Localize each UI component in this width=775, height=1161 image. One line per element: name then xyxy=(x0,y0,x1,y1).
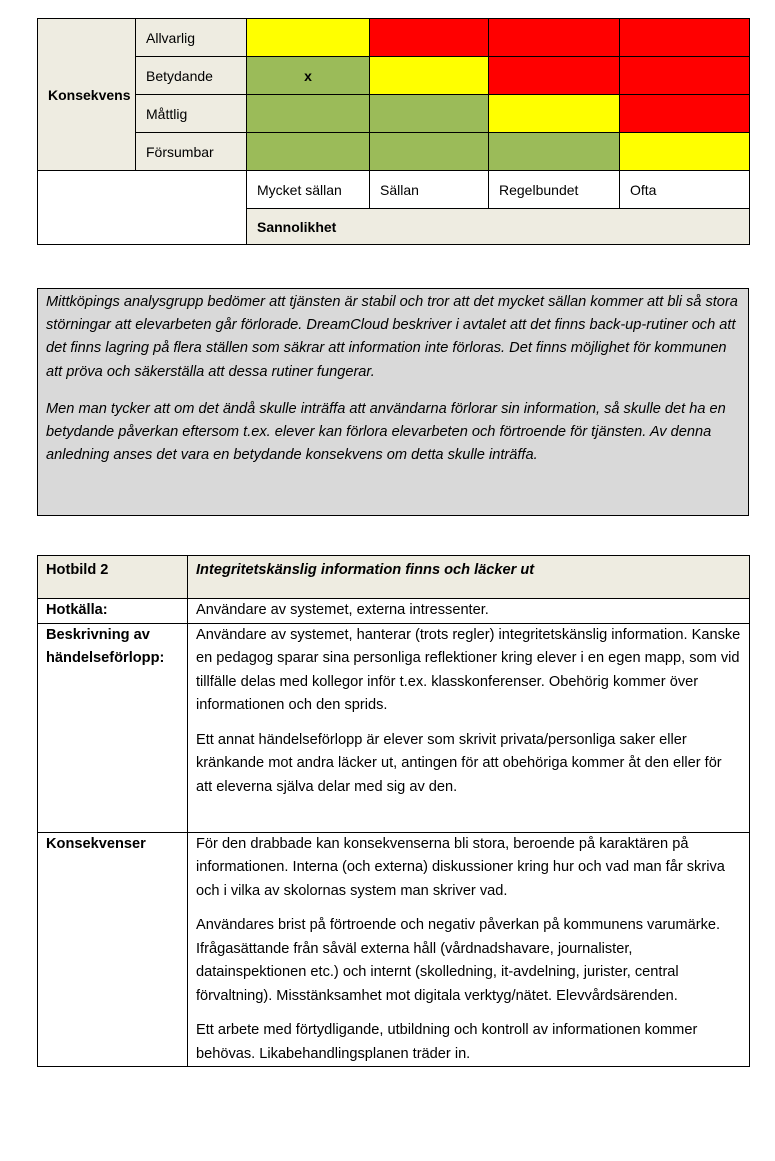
threat-description-row xyxy=(38,623,750,832)
cell xyxy=(489,95,620,133)
prob-ofta: Ofta xyxy=(620,171,750,209)
risk-matrix xyxy=(37,18,750,245)
level-betydande: Betydande xyxy=(136,57,247,95)
cell xyxy=(620,57,750,95)
level-mattlig: Måttlig xyxy=(136,95,247,133)
threat-source-row xyxy=(38,599,750,624)
empty-corner xyxy=(38,171,247,245)
level-forsumbar: Försumbar xyxy=(136,133,247,171)
description-paragraph-1: Användare av systemet, hanterar (trots regler) integritetskänslig information. Kanske en pedagog sparar sina personliga reflektioner kring elever i en egen mapp, som vid tillfälle delas med kollegor inför t.ex. klasskonferenser. Obehörig kommer över informationen och den sprids. xyxy=(196,626,741,713)
matrix-row-forsumbar xyxy=(38,133,750,171)
analysis-paragraph-1: Mittköpings analysgrupp bedömer att tjänsten är stabil och tror att det mycket sällan kommer att bli så stora störningar att elevarbeten går förlorade. DreamCloud beskriver i avtalet att det finns back-up-rutiner och att det finns lagring på flera ställen som säkrar att information inte förloras. Det finns möjlighet för kommunen att pröva och säkerställa att dessa rutiner fungerar. xyxy=(46,294,738,380)
cell xyxy=(247,95,370,133)
source-label: Hotkälla: xyxy=(38,599,188,624)
cell xyxy=(247,19,370,57)
analysis-box xyxy=(37,288,749,516)
description-cell xyxy=(188,623,750,832)
description-label: Beskrivning av händelseförlopp: xyxy=(38,623,188,832)
cell xyxy=(489,57,620,95)
consequences-paragraph-1: För den drabbade kan konsekvenserna bli stora, beroende på karaktären på informationen. Interna (och externa) diskussioner kring hur och vad man får skriva och i vilka av skolornas system man skriver vad. xyxy=(196,835,725,899)
cell xyxy=(489,133,620,171)
prob-mycket-sallan: Mycket sällan xyxy=(247,171,370,209)
threat-id: Hotbild 2 xyxy=(38,556,188,599)
cell xyxy=(370,133,489,171)
matrix-row-mattlig xyxy=(38,95,750,133)
prob-regelbundet: Regelbundet xyxy=(489,171,620,209)
consequences-cell xyxy=(188,832,750,1067)
consequences-paragraph-2: Användares brist på förtroende och negativ påverkan på kommunens varumärke. Ifrågasättande från såväl externa håll (vårdnadshavare, journalister, datainspektionen etc.) och internt (skolledning, it-avdelning, jurister, central förvaltning). Misstänksamhet mot digitala verktyg/nätet. Elevvårdsärenden. xyxy=(196,917,721,1004)
probability-axis-label: Sannolikhet xyxy=(247,209,750,245)
matrix-row-betydande xyxy=(38,57,750,95)
cell xyxy=(620,95,750,133)
cell xyxy=(370,95,489,133)
risk-marker: x xyxy=(247,57,370,95)
cell xyxy=(489,19,620,57)
cell xyxy=(620,19,750,57)
cell xyxy=(247,133,370,171)
matrix-row-allvarlig xyxy=(38,19,750,57)
threat-consequences-row xyxy=(38,832,750,1067)
threat-table xyxy=(37,555,750,1067)
level-allvarlig: Allvarlig xyxy=(136,19,247,57)
prob-sallan: Sällan xyxy=(370,171,489,209)
analysis-paragraph-2: Men man tycker att om det ändå skulle inträffa att användarna förlorar sin information, så skulle det ha en betydande påverkan eftersom t.ex. elever kan förlora elevarbeten och förtroende för tjänsten. Av denna anledning anses det vara en betydande konsekvens om detta skulle inträffa. xyxy=(46,400,726,464)
cell xyxy=(620,133,750,171)
threat-title: Integritetskänslig information finns och läcker ut xyxy=(188,556,750,599)
consequences-paragraph-3: Ett arbete med förtydligande, utbildning och kontroll av informationen kommer behövas. Likabehandlingsplanen träder in. xyxy=(196,1022,698,1062)
source-text: Användare av systemet, externa intressenter. xyxy=(188,599,750,624)
cell xyxy=(370,57,489,95)
description-paragraph-2: Ett annat händelseförlopp är elever som skrivit privata/personliga saker eller kränkande mot andra läcker ut, antingen för att obehöriga kommer åt den eller för att eleverna själva delar med sig av den. xyxy=(196,731,722,795)
consequence-axis-label: Konsekvens xyxy=(38,19,136,171)
probability-row xyxy=(38,171,750,209)
cell xyxy=(370,19,489,57)
consequences-label: Konsekvenser xyxy=(38,832,188,1067)
threat-header-row xyxy=(38,556,750,599)
